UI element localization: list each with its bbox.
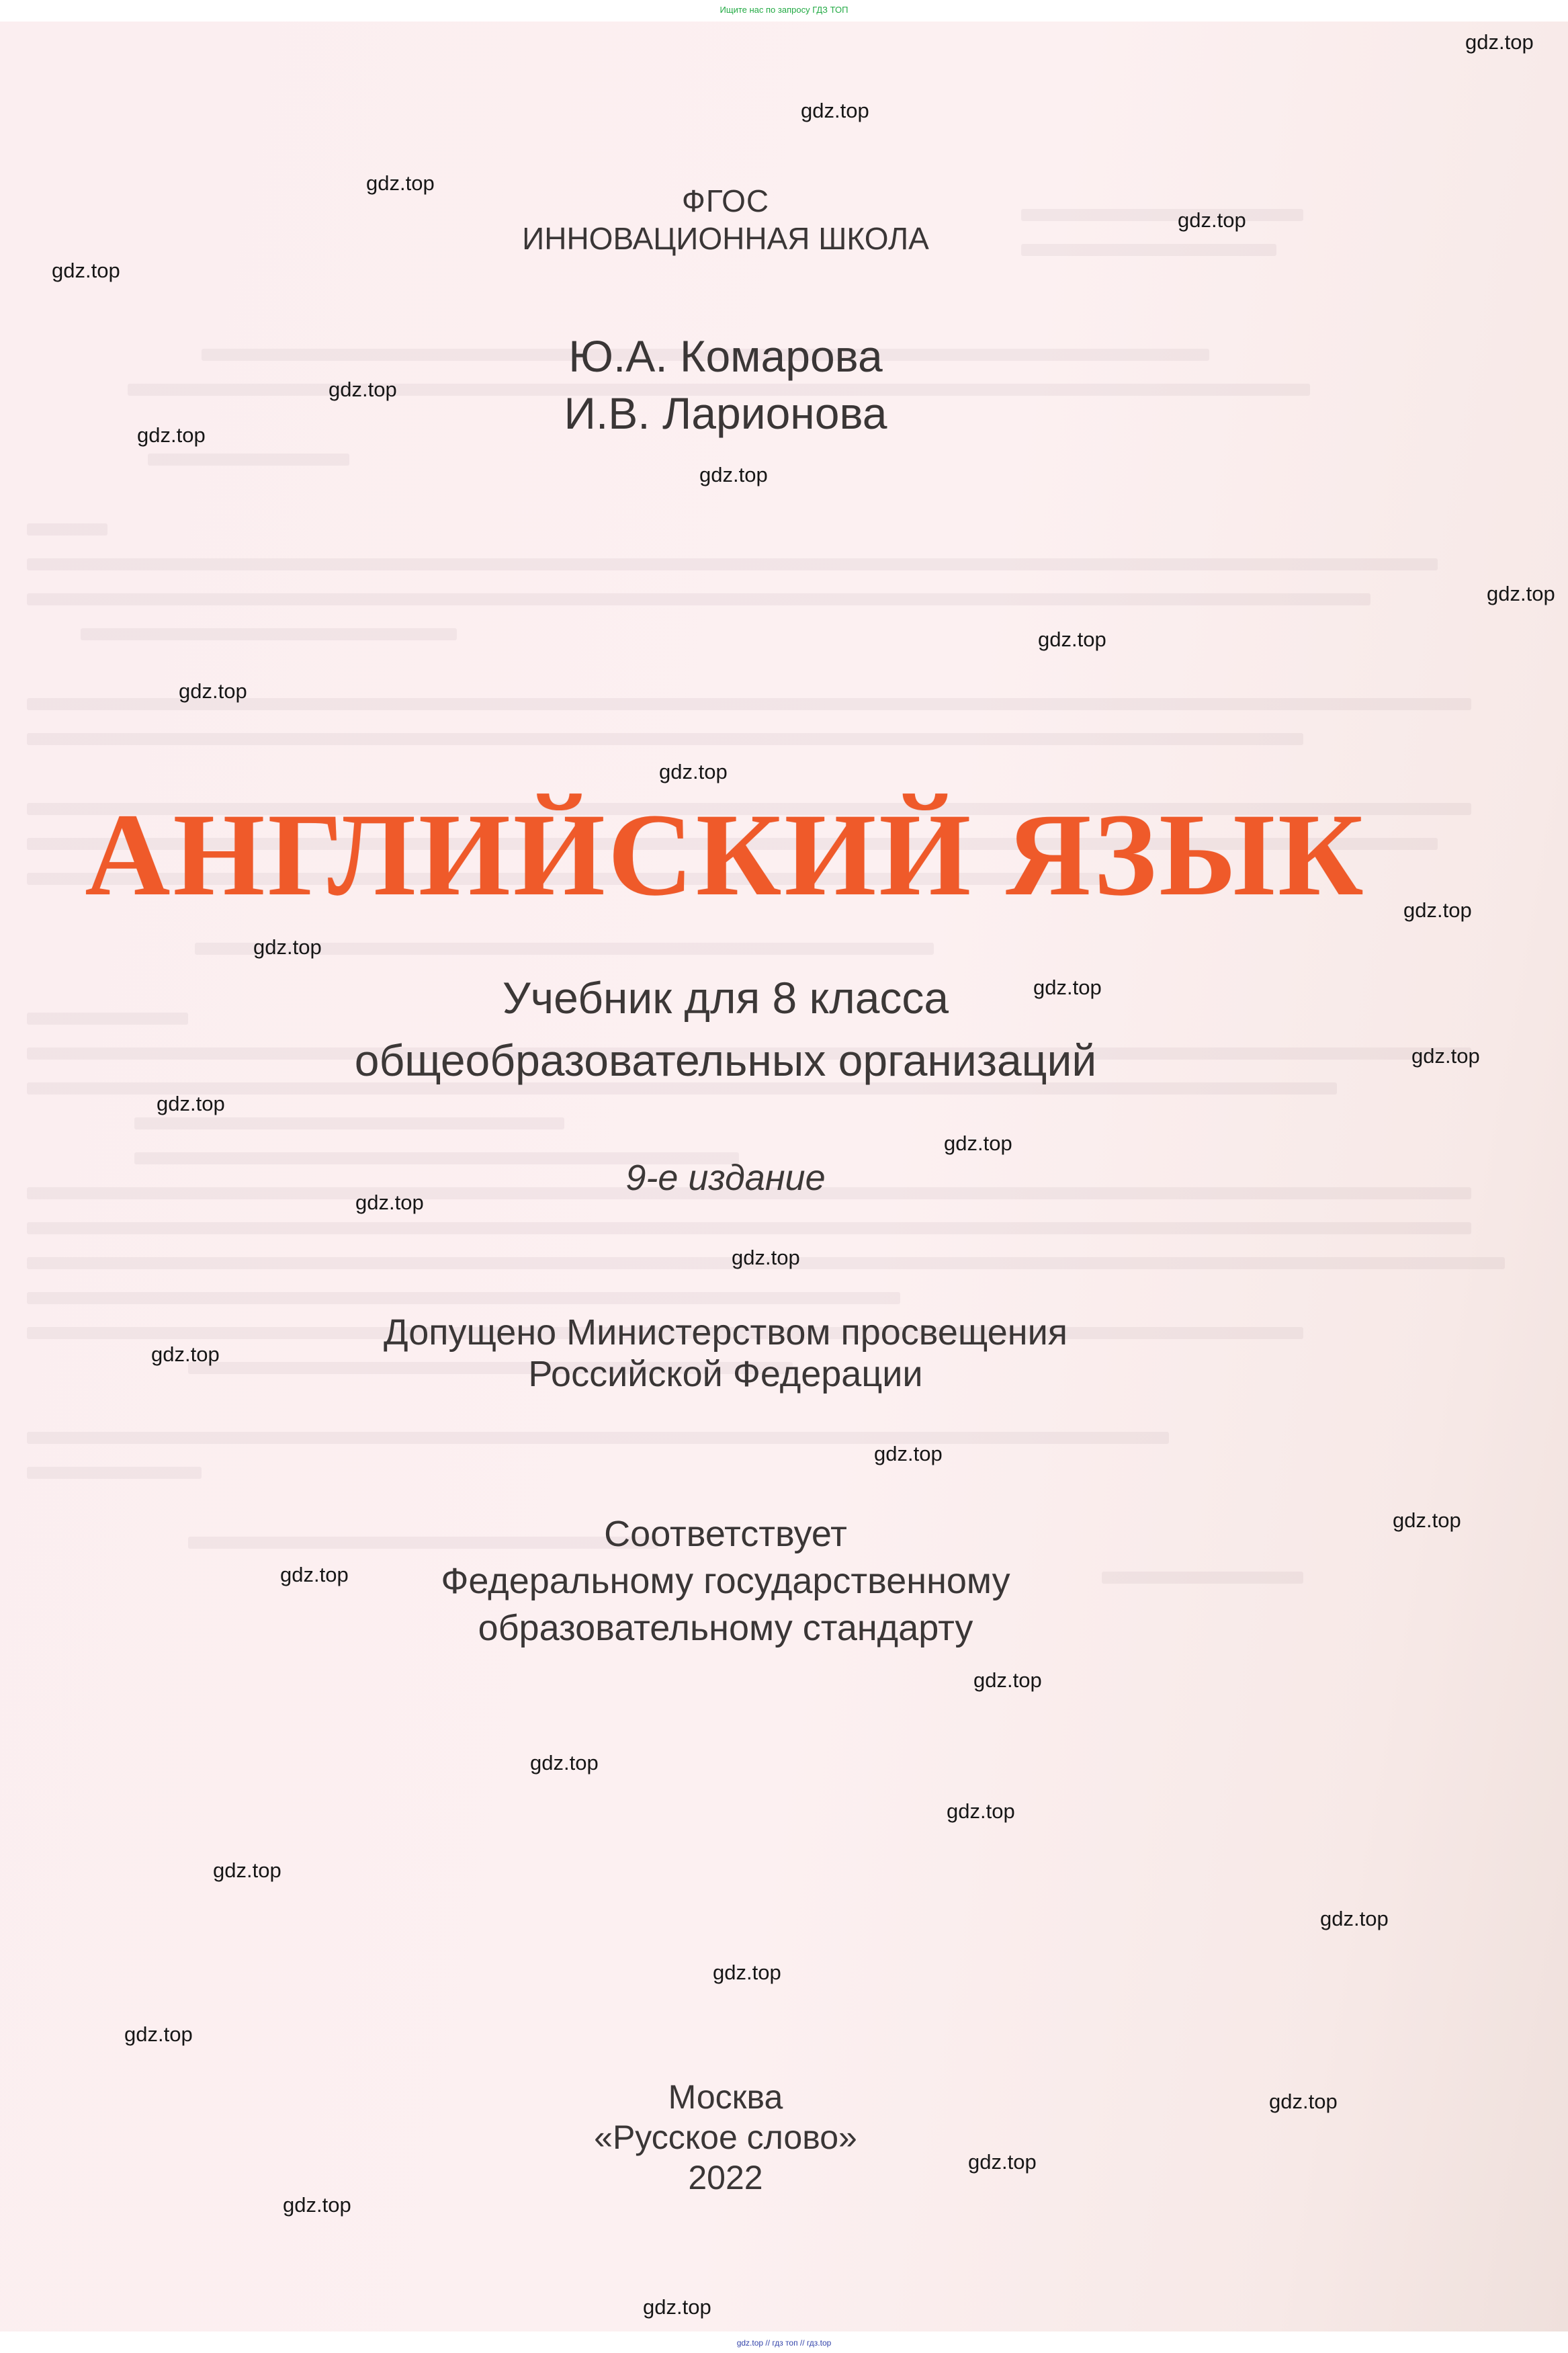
compliance-line-2: Федеральному государственному <box>441 1561 1010 1601</box>
watermark: gdz.top <box>530 1751 599 1774</box>
watermark: gdz.top <box>1393 1508 1461 1532</box>
subtitle-line-2: общеобразовательных организаций <box>354 1035 1097 1085</box>
watermark: gdz.top <box>355 1191 424 1214</box>
author-2: И.В. Ларионова <box>564 388 887 438</box>
watermark: gdz.top <box>366 171 435 195</box>
subtitle-line-1: Учебник для 8 класса <box>502 973 949 1023</box>
imprint-city: Москва <box>668 2078 783 2116</box>
watermark: gdz.top <box>157 1092 225 1115</box>
watermark: gdz.top <box>1487 582 1555 605</box>
watermark: gdz.top <box>52 259 120 282</box>
watermark: gdz.top <box>874 1442 943 1465</box>
approval-line-2: Российской Федерации <box>528 1354 923 1394</box>
watermark: gdz.top <box>124 2022 193 2046</box>
watermark: gdz.top <box>699 463 768 486</box>
watermark: gdz.top <box>1403 898 1472 922</box>
school-series: ИННОВАЦИОННАЯ ШКОЛА <box>522 221 929 256</box>
watermark: gdz.top <box>973 1668 1042 1692</box>
compliance-line-3: образовательному стандарту <box>478 1608 973 1648</box>
author-1: Ю.А. Комарова <box>568 331 883 381</box>
title-page <box>0 22 1568 2331</box>
approval-line-1: Допущено Министерством просвещения <box>384 1312 1068 1353</box>
watermark: gdz.top <box>253 935 322 959</box>
bottom-banner[interactable]: gdz.top // гдз топ // гдз.top <box>736 2338 832 2348</box>
watermark: gdz.top <box>1269 2090 1338 2113</box>
watermark: gdz.top <box>732 1246 800 1269</box>
watermark: gdz.top <box>137 423 206 447</box>
watermark: gdz.top <box>1320 1907 1389 1930</box>
watermark: gdz.top <box>151 1342 220 1366</box>
watermark: gdz.top <box>1465 30 1534 54</box>
watermark: gdz.top <box>968 2150 1037 2174</box>
imprint-publisher: «Русское слово» <box>594 2119 857 2156</box>
imprint-year: 2022 <box>688 2159 763 2196</box>
watermark: gdz.top <box>283 2193 351 2217</box>
book-title: АНГЛИЙСКИЙ ЯЗЫК <box>85 789 1366 921</box>
edition: 9-е издание <box>625 1158 826 1198</box>
watermark: gdz.top <box>213 1858 281 1882</box>
watermark: gdz.top <box>280 1563 349 1586</box>
watermark: gdz.top <box>1033 976 1102 999</box>
watermark: gdz.top <box>947 1799 1015 1823</box>
watermark: gdz.top <box>1178 208 1246 232</box>
compliance-line-1: Соответствует <box>604 1514 847 1554</box>
watermark: gdz.top <box>944 1131 1012 1155</box>
watermark: gdz.top <box>801 99 869 122</box>
watermark: gdz.top <box>713 1961 781 1984</box>
watermark: gdz.top <box>659 760 728 783</box>
standard-label: ФГОС <box>681 183 770 218</box>
watermark: gdz.top <box>1038 628 1106 651</box>
watermark: gdz.top <box>1411 1044 1480 1068</box>
watermark: gdz.top <box>329 378 397 401</box>
watermark: gdz.top <box>179 679 247 703</box>
top-banner[interactable]: Ищите нас по запросу ГДЗ ТОП <box>720 5 848 15</box>
watermark: gdz.top <box>643 2295 711 2319</box>
